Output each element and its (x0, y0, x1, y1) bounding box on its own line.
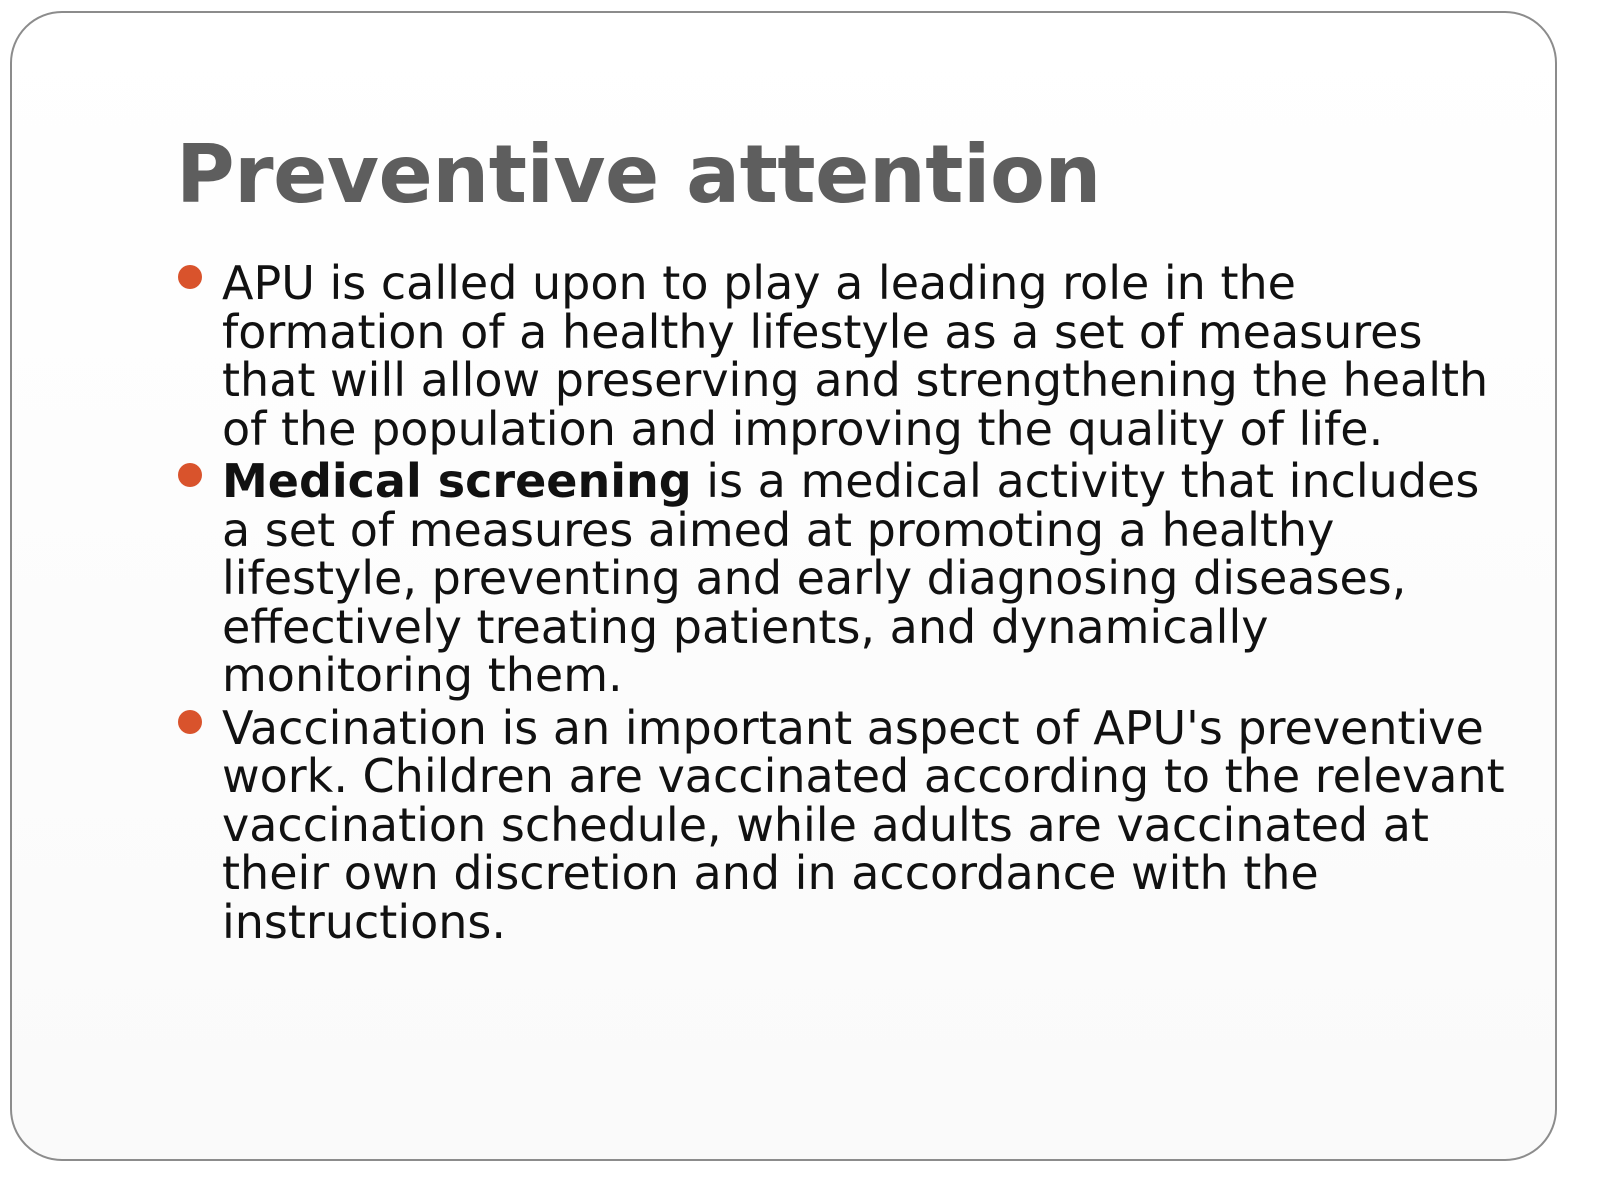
bullet-text: is a medical activity that includes a set of measures aimed at promoting a healthy lifestyle, preventing and early diagnosing diseases, effectively treating patients, and dynamically monitoring them. (222, 454, 1480, 702)
bullet-dot-icon (178, 265, 202, 289)
bullet-text: Vaccination is an important aspect of APU's preventive work. Children are vaccinated according to the relevant vaccination schedule, while adults are vaccinated at their own discretion and in accordance with the instructions. (222, 700, 1505, 949)
bullet-bold-term: Medical screening (222, 454, 692, 508)
bullet-dot-icon (178, 710, 202, 734)
slide (10, 11, 1557, 1161)
bullet-dot-icon (178, 463, 202, 487)
bullet-item-vaccination (178, 700, 1508, 949)
bullet-item-healthy-lifestyle (178, 256, 1508, 456)
bullet-item-medical-screening (178, 454, 1508, 702)
bullet-text: APU is called upon to play a leading role in the formation of a healthy lifestyle as a set of measures that will allow preserving and strengthening the health of the population and improving the quality of life. (222, 256, 1489, 456)
bullet-list (178, 256, 1508, 950)
slide-title: Preventive attention (176, 128, 1101, 221)
